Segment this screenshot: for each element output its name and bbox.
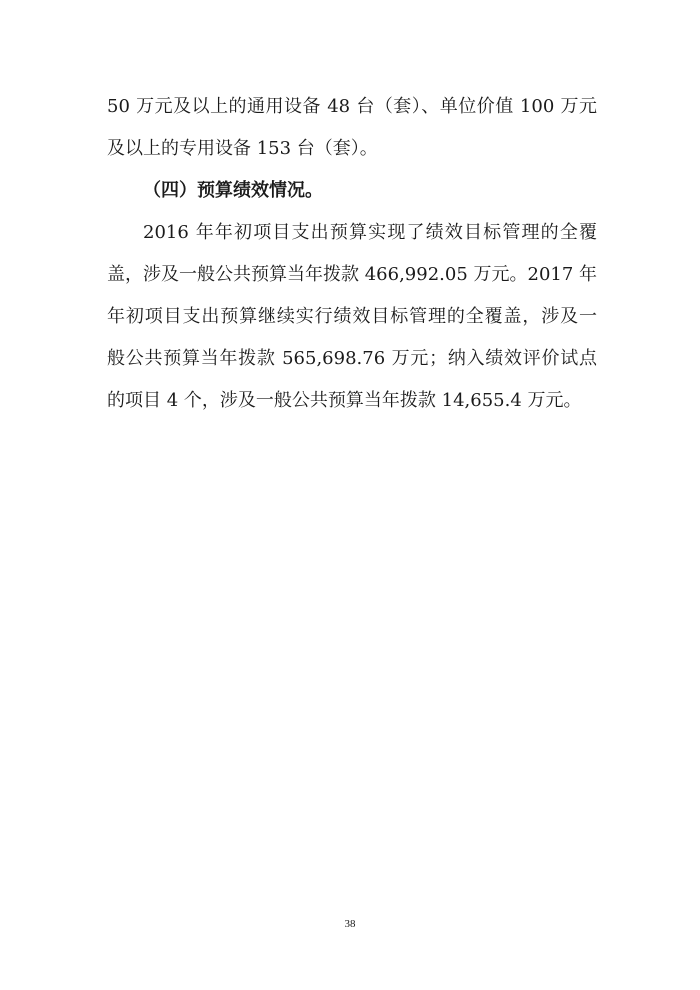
page-number: 38 <box>344 918 356 930</box>
paragraph-line-performance-2: 盖，涉及一般公共预算当年拨款 466,992.05 万元。2017 年 <box>107 264 597 285</box>
paragraph-line-equipment-1: 50 万元及以上的通用设备 48 台（套）、单位价值 100 万元 <box>107 96 597 117</box>
paragraph-line-performance-5: 的项目 4 个，涉及一般公共预算当年拨款 14,655.4 万元。 <box>107 390 582 411</box>
document-body <box>107 86 597 422</box>
paragraph-line-performance-4: 般公共预算当年拨款 565,698.76 万元；纳入绩效评价试点 <box>107 348 597 369</box>
section-heading-budget-performance: （四）预算绩效情况。 <box>143 180 323 201</box>
paragraph-line-performance-3: 年初项目支出预算继续实行绩效目标管理的全覆盖，涉及一 <box>107 306 597 327</box>
paragraph-line-equipment-2: 及以上的专用设备 153 台（套）。 <box>107 138 378 159</box>
paragraph-line-performance-1: 2016 年年初项目支出预算实现了绩效目标管理的全覆 <box>143 222 597 243</box>
